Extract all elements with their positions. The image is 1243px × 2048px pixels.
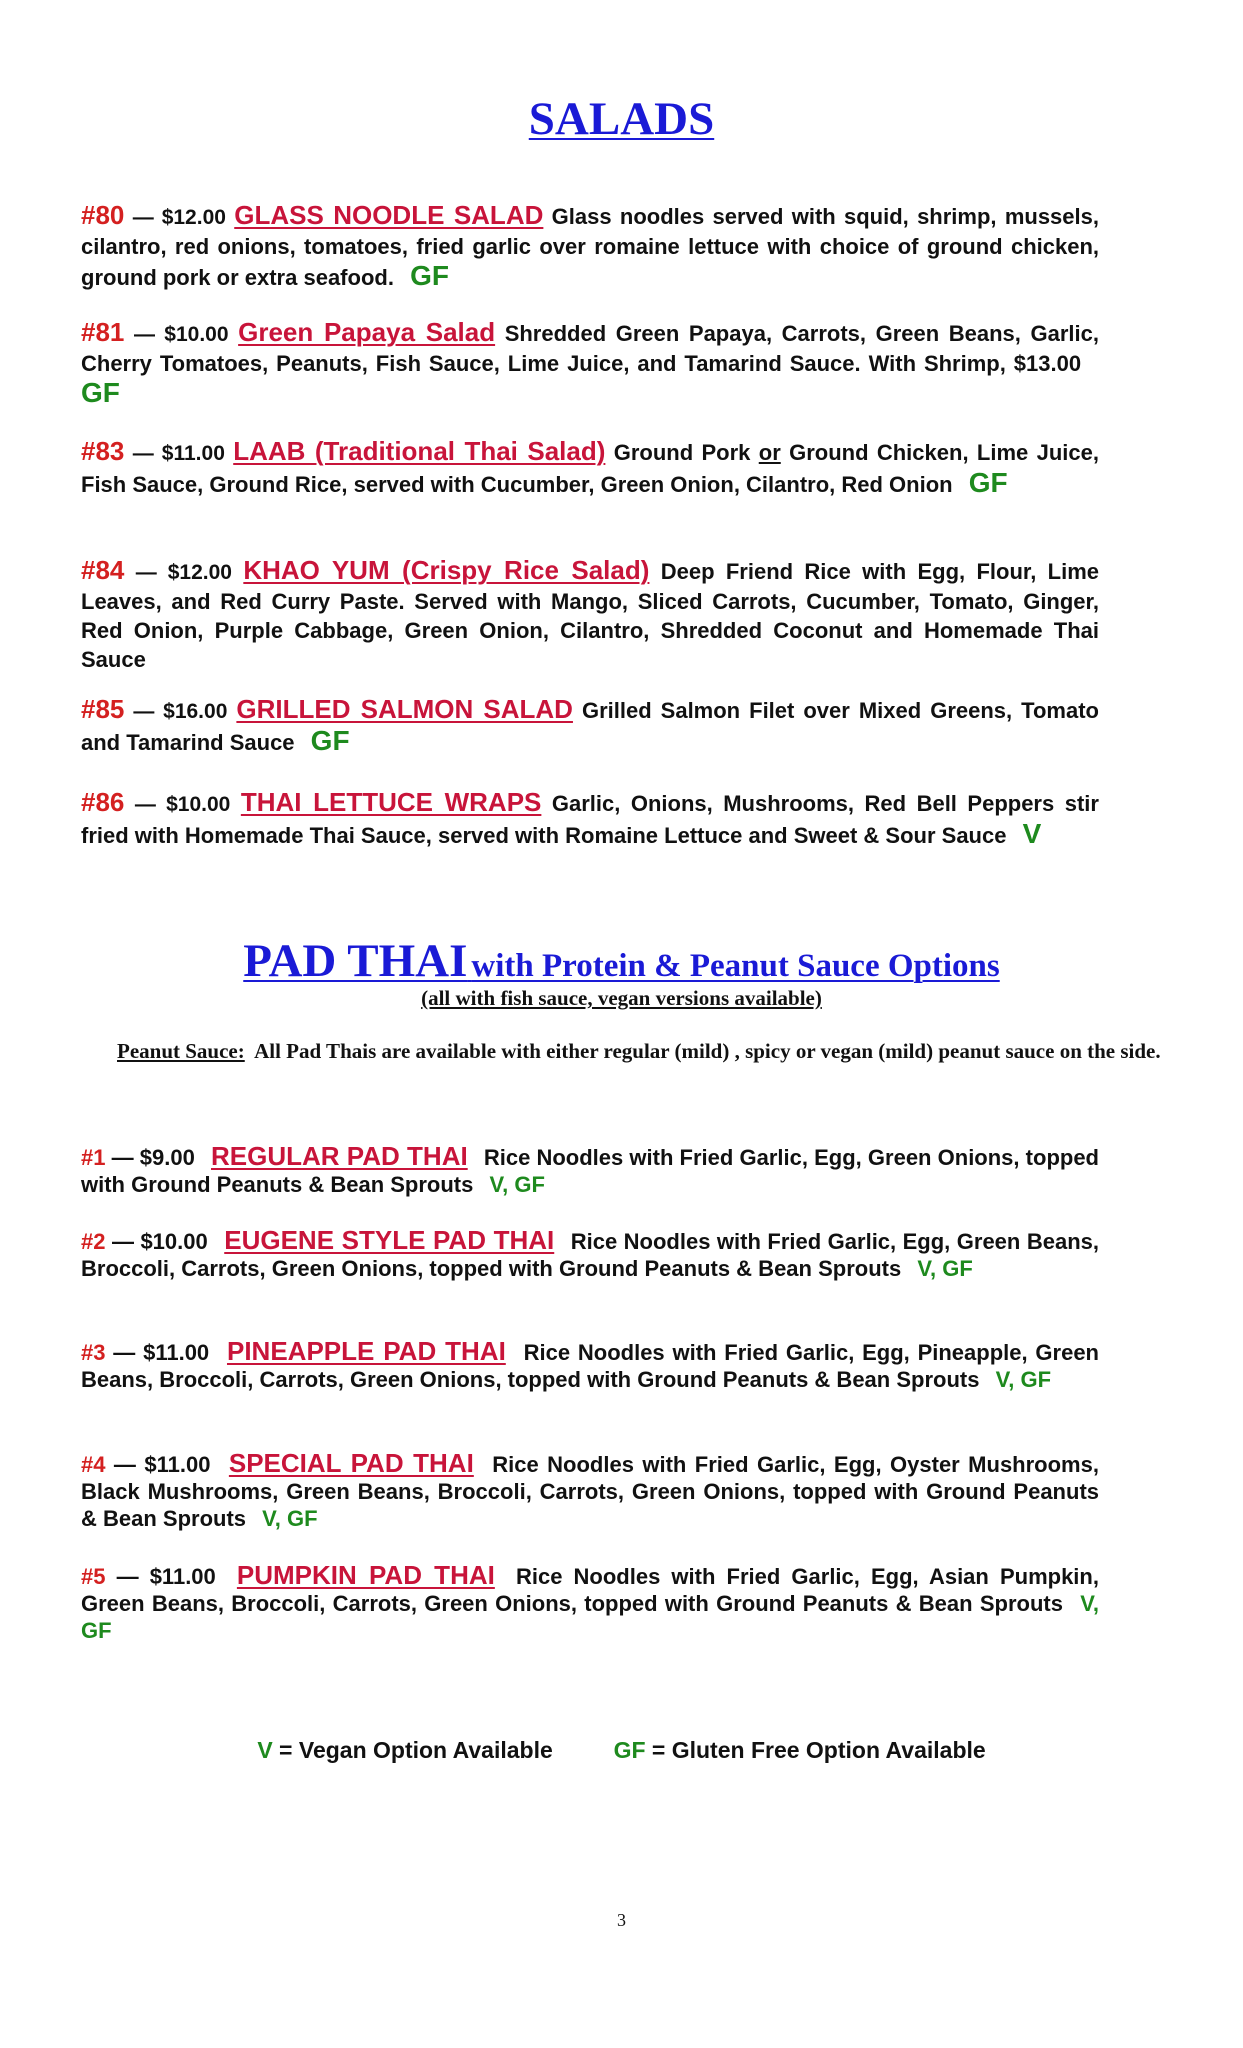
peanut-sauce-note xyxy=(117,1038,1167,1065)
item-number: #83 xyxy=(81,436,125,466)
item-number: #2 xyxy=(81,1229,106,1254)
menu-item-80 xyxy=(81,201,1099,292)
item-diet-tags: GF xyxy=(310,725,350,756)
pad-thai-heading-rest: with Protein & Peanut Sauce Options xyxy=(471,948,1000,984)
item-price: — $12.00 xyxy=(135,561,232,584)
item-name: REGULAR PAD THAI xyxy=(211,1141,468,1171)
item-price: — $12.00 xyxy=(132,206,226,229)
item-diet-tags: V, GF xyxy=(81,1591,1099,1643)
item-number: #84 xyxy=(81,555,125,585)
menu-item-3 xyxy=(81,1338,1099,1393)
item-price: — $9.00 xyxy=(111,1145,195,1170)
item-name: THAI LETTUCE WRAPS xyxy=(240,787,542,817)
item-description: Rice Noodles with Fried Garlic, Egg, Green Onions, topped with Ground Peanuts & Bean Sprouts xyxy=(81,1145,1099,1197)
item-description: Ground Pork or Ground Chicken, Lime Juice, Fish Sauce, Ground Rice, served with Cucumber, Green Onion, Cilantro, Red Onion xyxy=(81,440,1099,497)
item-number: #86 xyxy=(81,787,125,817)
menu-item-84 xyxy=(81,556,1099,674)
item-name: GRILLED SALMON SALAD xyxy=(236,694,573,724)
item-price: — $10.00 xyxy=(134,793,231,816)
vegan-symbol: V xyxy=(257,1737,273,1763)
menu-item-4 xyxy=(81,1450,1099,1532)
item-description: Rice Noodles with Fried Garlic, Egg, Green Beans, Broccoli, Carrots, Green Onions, topped with Ground Peanuts & Bean Sprouts xyxy=(81,1229,1099,1281)
item-description: Glass noodles served with squid, shrimp, mussels, cilantro, red onions, tomatoes, fried garlic over romaine lettuce with choice of ground chicken, ground pork or extra seafood. xyxy=(81,204,1099,290)
item-price: — $10.00 xyxy=(133,323,229,346)
pad-thai-heading-main: PAD THAI xyxy=(243,935,468,987)
item-name: PINEAPPLE PAD THAI xyxy=(226,1336,506,1366)
item-price: — $11.00 xyxy=(113,1340,210,1365)
item-diet-tags: V, GF xyxy=(489,1172,545,1197)
vegan-legend-text: = Vegan Option Available xyxy=(279,1737,553,1763)
item-diet-tags: GF xyxy=(968,467,1008,498)
menu-item-1 xyxy=(81,1143,1099,1198)
item-description: Rice Noodles with Fried Garlic, Egg, Oyster Mushrooms, Black Mushrooms, Green Beans, Broccoli, Carrots, Green Onions, topped with Ground Peanuts & Bean Sprouts xyxy=(81,1452,1099,1531)
item-diet-tags: GF xyxy=(410,260,449,291)
menu-item-86 xyxy=(81,788,1099,850)
item-number: #1 xyxy=(81,1145,106,1170)
item-diet-tags: V, GF xyxy=(917,1256,973,1281)
menu-item-85 xyxy=(81,695,1099,757)
item-diet-tags: GF xyxy=(81,377,120,408)
item-number: #81 xyxy=(81,317,125,347)
item-number: #80 xyxy=(81,200,125,230)
item-price: — $16.00 xyxy=(133,700,228,723)
gluten-free-symbol: GF xyxy=(613,1737,646,1763)
item-description: Shredded Green Papaya, Carrots, Green Beans, Garlic, Cherry Tomatoes, Peanuts, Fish Sauce, Lime Juice, and Tamarind Sauce. With Shrimp, $13.00 xyxy=(81,321,1099,376)
diet-legend xyxy=(0,1737,1243,1764)
item-diet-tags: V, GF xyxy=(262,1506,318,1531)
item-number: #85 xyxy=(81,694,125,724)
item-description: Garlic, Onions, Mushrooms, Red Bell Peppers stir fried with Homemade Thai Sauce, served with Romaine Lettuce and Sweet & Sour Sauce xyxy=(81,791,1099,848)
salads-heading: SALADS xyxy=(528,93,715,145)
menu-item-5 xyxy=(81,1562,1099,1644)
peanut-sauce-text: All Pad Thais are available with either regular (mild) , spicy or vegan (mild) peanut sauce on the side. xyxy=(254,1039,1161,1063)
item-number: #3 xyxy=(81,1340,106,1365)
item-name: EUGENE STYLE PAD THAI xyxy=(224,1225,555,1255)
item-diet-tags: V, GF xyxy=(995,1367,1052,1392)
gluten-free-legend-text: = Gluten Free Option Available xyxy=(651,1737,986,1763)
item-description: Grilled Salmon Filet over Mixed Greens, Tomato and Tamarind Sauce xyxy=(81,698,1099,755)
menu-item-81 xyxy=(81,318,1099,409)
item-diet-tags: V xyxy=(1022,818,1042,849)
item-name: PUMPKIN PAD THAI xyxy=(236,1560,495,1590)
item-price: — $11.00 xyxy=(116,1564,216,1589)
item-name: SPECIAL PAD THAI xyxy=(228,1448,474,1478)
item-name: Green Papaya Salad xyxy=(238,317,496,347)
item-description: Deep Friend Rice with Egg, Flour, Lime Leaves, and Red Curry Paste. Served with Mango, Sliced Carrots, Cucumber, Tomato, Ginger, Red Onion, Purple Cabbage, Green Onion, Cilantro, Shredded Coconut and Homemade Thai Sauce xyxy=(81,559,1100,672)
item-description: Rice Noodles with Fried Garlic, Egg, Asian Pumpkin, Green Beans, Broccoli, Carrots, Green Onions, topped with Ground Peanuts & Bean Sprouts xyxy=(81,1564,1099,1616)
item-number: #4 xyxy=(81,1452,106,1477)
pad-thai-heading xyxy=(0,934,1243,988)
page-number: 3 xyxy=(617,1910,626,1930)
item-price: — $10.00 xyxy=(111,1229,208,1254)
item-price: — $11.00 xyxy=(132,442,225,465)
menu-item-83 xyxy=(81,437,1099,499)
menu-item-2 xyxy=(81,1227,1099,1282)
item-name: LAAB (Traditional Thai Salad) xyxy=(233,436,606,466)
peanut-sauce-label: Peanut Sauce: xyxy=(117,1039,245,1063)
item-name: GLASS NOODLE SALAD xyxy=(234,200,544,230)
pad-thai-subtitle: (all with fish sauce, vegan versions available) xyxy=(421,986,822,1010)
item-price: — $11.00 xyxy=(113,1452,211,1477)
item-name: KHAO YUM (Crispy Rice Salad) xyxy=(243,555,650,585)
item-number: #5 xyxy=(81,1564,106,1589)
item-description: Rice Noodles with Fried Garlic, Egg, Pineapple, Green Beans, Broccoli, Carrots, Green Onions, topped with Ground Peanuts & Bean Sprouts xyxy=(81,1340,1099,1392)
